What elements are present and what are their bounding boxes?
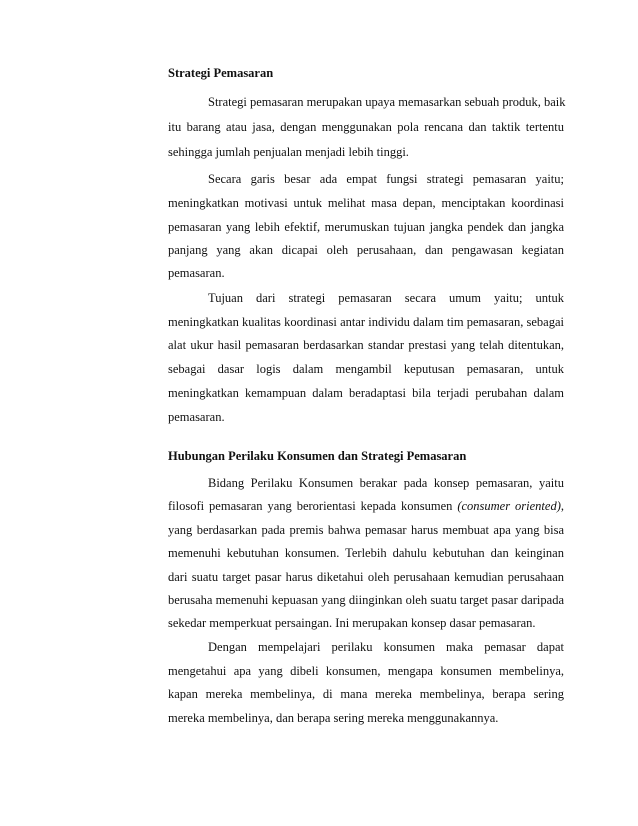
paragraph-line: dari suatu target pasar harus diketahui oleh perusahaan kemudian perusahaan: [168, 570, 564, 584]
paragraph-line: panjang yang akan dicapai oleh perusahaan, dan pengawasan kegiatan: [168, 243, 564, 257]
italic-term: (consumer oriented): [457, 499, 561, 513]
paragraph-line: mereka membelinya, dan berapa sering mereka menggunakannya.: [168, 711, 499, 725]
paragraph-line: Strategi pemasaran merupakan upaya memasarkan sebuah produk, baik: [208, 95, 566, 109]
paragraph-line: mengetahui apa yang dibeli konsumen, mengapa konsumen membelinya,: [168, 664, 564, 678]
paragraph-line: meningkatkan kualitas koordinasi antar individu dalam tim pemasaran, sebagai: [168, 315, 564, 329]
paragraph-line: pemasaran.: [168, 410, 225, 424]
paragraph-line: Tujuan dari strategi pemasaran secara umum yaitu; untuk: [208, 291, 564, 305]
paragraph-line-text: filosofi pemasaran yang berorientasi kepada konsumen: [168, 499, 453, 513]
paragraph-line: [168, 499, 564, 513]
paragraph-line: itu barang atau jasa, dengan menggunakan pola rencana dan taktik tertentu: [168, 120, 564, 134]
paragraph-line: alat ukur hasil pemasaran berdasarkan standar prestasi yang telah ditentukan,: [168, 338, 564, 352]
paragraph-line: Bidang Perilaku Konsumen berakar pada konsep pemasaran, yaitu: [208, 476, 564, 490]
paragraph-line: sehingga jumlah penjualan menjadi lebih tinggi.: [168, 145, 409, 159]
paragraph-line: memenuhi kebutuhan konsumen. Terlebih dahulu kebutuhan dan keinginan: [168, 546, 564, 560]
paragraph-line: meningkatkan kemampuan dalam beradaptasi bila terjadi perubahan dalam: [168, 386, 564, 400]
paragraph-line: meningkatkan motivasi untuk melihat masa depan, menciptakan koordinasi: [168, 196, 564, 210]
paragraph-line-comma: ,: [560, 499, 564, 513]
paragraph-line: Secara garis besar ada empat fungsi strategi pemasaran yaitu;: [208, 172, 564, 186]
paragraph-line: berusaha memenuhi kepuasan yang diinginkan oleh suatu target pasar daripada: [168, 593, 564, 607]
section-title-strategi-pemasaran: Strategi Pemasaran: [168, 66, 274, 80]
paragraph-line: sekedar memperkuat persaingan. Ini merupakan konsep dasar pemasaran.: [168, 616, 536, 630]
paragraph-line: sebagai dasar logis dalam mengambil keputusan pemasaran, untuk: [168, 362, 564, 376]
paragraph-line: pemasaran.: [168, 266, 225, 280]
paragraph-line: yang berdasarkan pada premis bahwa pemasar harus membuat apa yang bisa: [168, 523, 564, 537]
section-title-hubungan: Hubungan Perilaku Konsumen dan Strategi Pemasaran: [168, 449, 467, 463]
paragraph-line: pemasaran yang lebih efektif, merumuskan tujuan jangka pendek dan jangka: [168, 220, 564, 234]
paragraph-line: kapan mereka membelinya, di mana mereka membelinya, berapa sering: [168, 687, 564, 701]
paragraph-line: Dengan mempelajari perilaku konsumen maka pemasar dapat: [208, 640, 564, 654]
